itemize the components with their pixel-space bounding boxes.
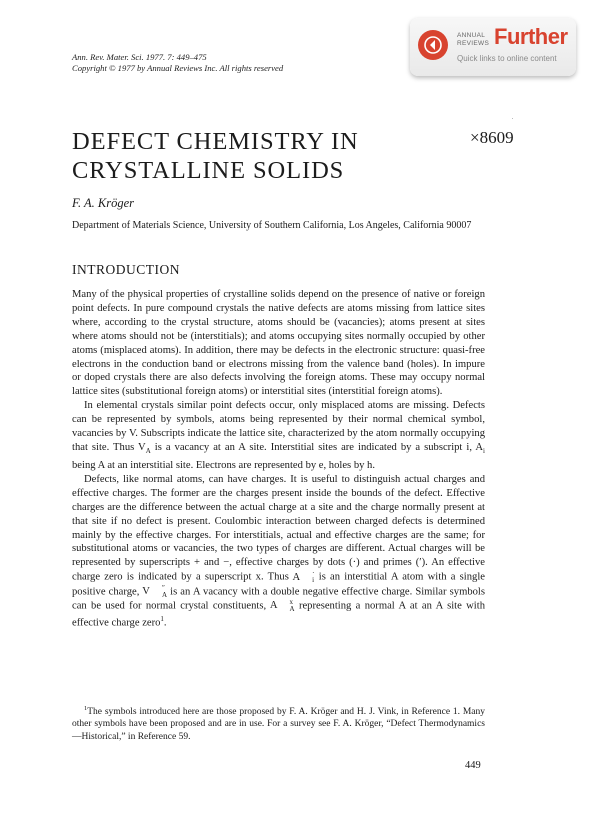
brand-line: ANNUAL [457,32,486,39]
copyright-line: Copyright © 1977 by Annual Reviews Inc. All rights reserved [72,63,284,73]
text-run: . [163,617,167,629]
article-code: ×8609 [470,128,514,147]
symbol-ai-charged: A · i [292,569,315,585]
footnote-text [72,703,485,743]
text-run: In elemental crystals similar point defects occur, only misplaced atoms are missing. Defects can be represented by symbols, atoms being represented by their normal chemical symbol, vacancies by V. Subscripts indicate the lattice site, characterized by the atom normally occupying that site. Thus [72,400,485,453]
further-label: Further [494,24,568,49]
symbol-va: $V_A$ [138,441,151,456]
author-affiliation: Department of Materials Science, University of Southern California, Los Angeles, California 90007 [72,220,472,231]
title-line: CRYSTALLINE SOLIDS [72,157,345,184]
text-run: is an A vacancy with a double negative effective charge. Similar symbols can be used for normal crystal constituents, [72,586,485,612]
journal-citation-line: Ann. Rev. Mater. Sci. 1977. 7: 449–475 [72,52,207,62]
brand-line: REVIEWS [457,39,490,47]
annual-reviews-logo [457,32,489,47]
article-title [72,127,359,185]
paragraph: Many of the physical properties of crystalline solids depend on the presence of native or foreign point defects. In pure compound crystals the native defects are atoms missing from lattice sites where, according to the crystal structure, atoms should be (vacancies); atoms present at sites where atoms should not be (interstitials); and atoms occupying sites normally occupied by other atoms (misplaced atoms). In addition, there may be defects in the electronic structure: quasi-free electrons in the conduction band or electrons missing from the valence band (holes). In impure or doped crystals there are also defects involving the foreign atoms. These may occupy normal lattice sites (substitutional foreign atoms) or interstitial sites (interstitial foreign atoms). [72,289,485,398]
symbol-va-charged: V ″ A [142,583,167,599]
author-name: F. A. Kröger [72,196,135,210]
journal-citation [72,52,283,74]
section-heading: INTRODUCTION [72,262,180,277]
text-run: is a vacancy at an A site. Interstitial sites are indicated by a subscript i, [150,441,476,453]
page-number: 449 [465,760,481,771]
left-arrow-icon [418,30,448,60]
text-run: is an interstitial A atom with a single positive charge, [72,571,485,598]
footnote-mark: 1 [84,705,88,712]
footnote [72,703,485,743]
text-run: Defects, like normal atoms, can have charges. It is useful to distinguish actual charges and effective charges. The former are the charges present inside the bounds of the defect. Effective charges are the difference between the actual charge at a site and the charge normally present at that site if no defect is present. Coulombic interaction between charged defects is determined mainly by the effective charges. For interstitials, actual and effective charges are the same; for substitutional atoms or vacancies, the two types of charges are different. Actual charges will be represented by superscripts + and −, effective charges by dots (·) and primes (′). An effective charge zero is indicated by a superscript x. Thus [72,473,485,583]
speck [512,118,513,119]
further-badge[interactable] [410,18,576,76]
further-subtitle: Quick links to online content [457,54,557,63]
text-run: representing a normal A at an A site with effective charge zero [72,600,485,629]
footnote-body: The symbols introduced here are those proposed by F. A. Kröger and H. J. Vink, in Reference 1. Many other symbols have been proposed and are in use. For a survey see F. A. Kröger, “Defect Thermodynamics—Historical,” in Reference 59. [72,707,485,742]
text-run: being A at an interstitial site. Electrons are represented by e, holes by h. [72,459,376,471]
paragraph [72,399,485,473]
symbol-ai: $A_i$ [475,441,485,456]
footnote-ref[interactable]: 1 [160,615,164,624]
paragraph [72,473,485,631]
title-line: DEFECT CHEMISTRY IN [72,128,359,155]
symbol-aa-neutral: A x A [269,597,295,613]
body-text [72,288,485,631]
